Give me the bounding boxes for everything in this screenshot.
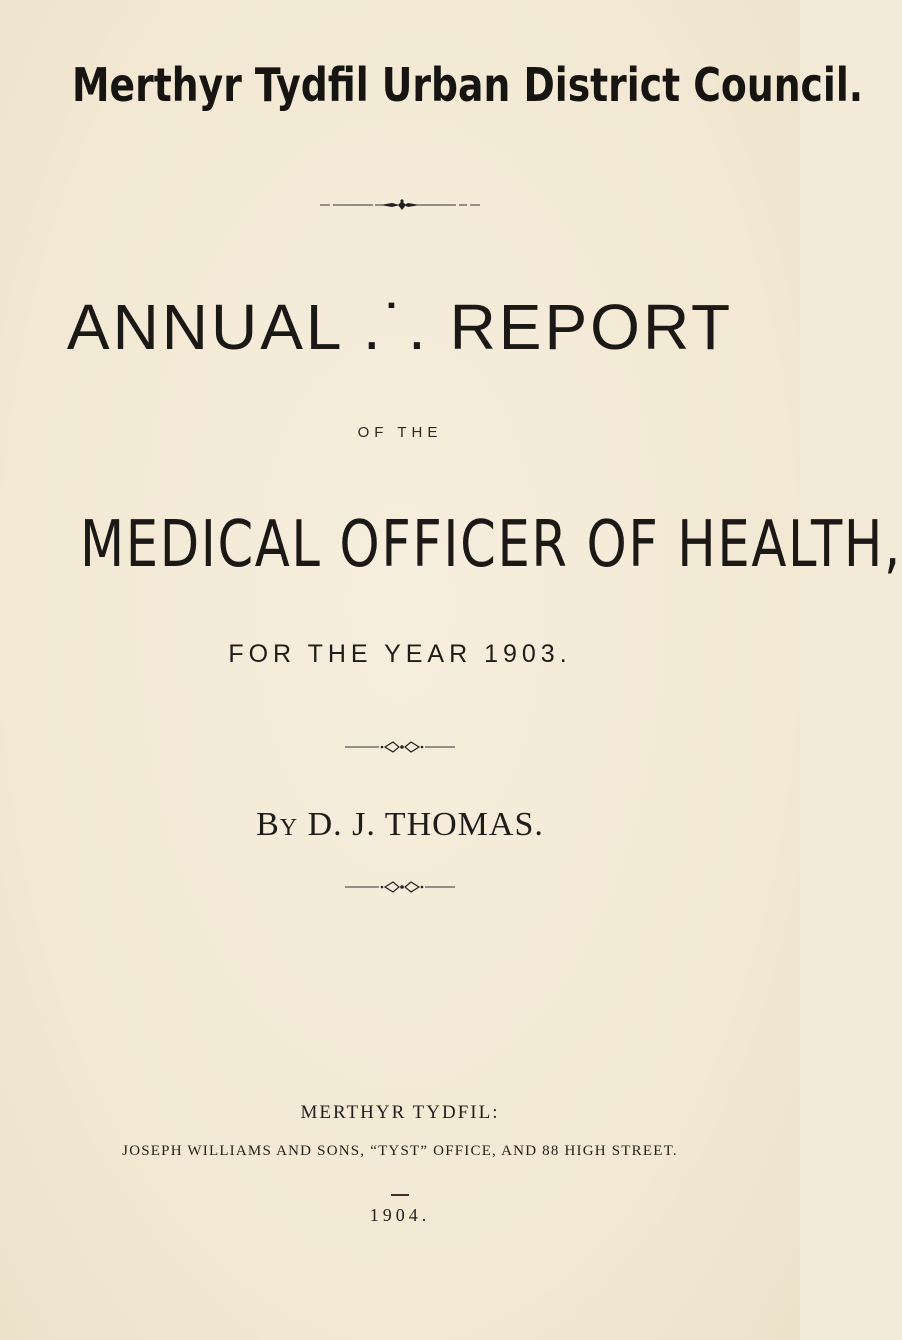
diamond-ornament-icon [0, 740, 800, 754]
imprint-printer: JOSEPH WILLIAMS AND SONS, “TYST” OFFICE, AND 88 HIGH STREET. [122, 1143, 678, 1159]
rule-ornament-icon [0, 198, 800, 212]
diamond-ornament-icon [0, 880, 800, 894]
author-name: D. J. THOMAS. [307, 806, 544, 843]
report-year-line: FOR THE YEAR 1903. [228, 640, 572, 668]
author-line [0, 806, 800, 844]
divider [391, 1194, 409, 1196]
medical-officer-title: MEDICAL OFFICER OF HEALTH, [80, 508, 902, 582]
by-label: By [256, 806, 299, 843]
council-heading: Merthyr Tydfil Urban District Council. [72, 58, 864, 112]
annual-report-title: ANNUAL .˙. REPORT [66, 291, 734, 363]
imprint-place: MERTHYR TYDFIL: [300, 1102, 500, 1123]
publication-year: 1904. [369, 1205, 431, 1225]
of-the-line: OF THE [357, 424, 443, 441]
